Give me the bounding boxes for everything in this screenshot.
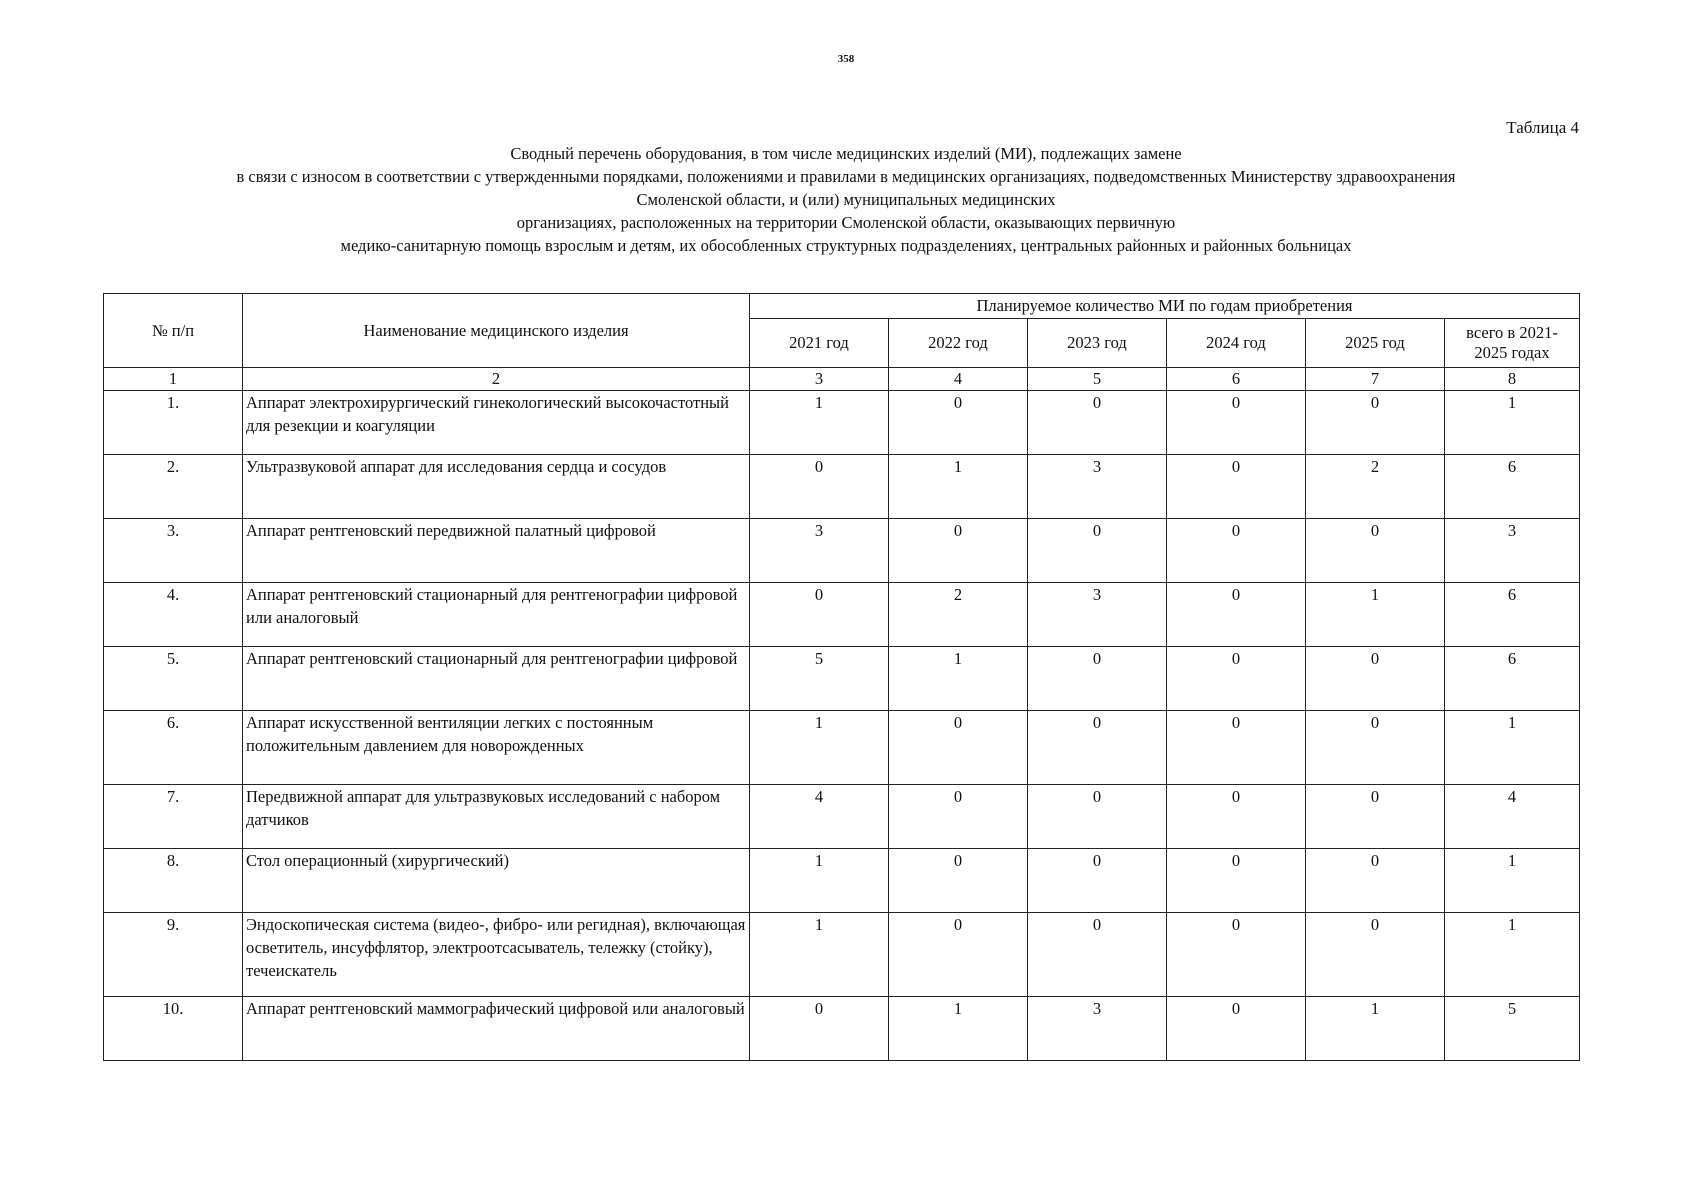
column-number: 5	[1028, 368, 1167, 391]
value-2023: 3	[1028, 583, 1167, 647]
value-2023: 0	[1028, 913, 1167, 997]
header-year-2022: 2022 год	[889, 319, 1028, 368]
item-name: Аппарат рентгеновский маммографический цифровой или аналоговый	[243, 997, 750, 1061]
value-2022: 2	[889, 583, 1028, 647]
table-row	[104, 711, 1580, 785]
header-item-name: Наименование медицинского изделия	[243, 294, 750, 368]
row-number: 4.	[104, 583, 243, 647]
value-2021: 1	[750, 711, 889, 785]
header-total-line: всего в 2021-	[1466, 323, 1558, 342]
value-total: 6	[1445, 647, 1580, 711]
value-2025: 2	[1306, 455, 1445, 519]
title-line: Сводный перечень оборудования, в том числе медицинских изделий (МИ), подлежащих замене	[510, 144, 1182, 163]
value-total: 1	[1445, 913, 1580, 997]
value-2022: 1	[889, 647, 1028, 711]
value-2023: 3	[1028, 997, 1167, 1061]
value-2023: 3	[1028, 455, 1167, 519]
value-2021: 0	[750, 455, 889, 519]
value-2024: 0	[1167, 849, 1306, 913]
value-2022: 0	[889, 391, 1028, 455]
table-row	[104, 785, 1580, 849]
column-number: 2	[243, 368, 750, 391]
value-total: 1	[1445, 391, 1580, 455]
table-row	[104, 391, 1580, 455]
value-2021: 3	[750, 519, 889, 583]
value-2025: 0	[1306, 647, 1445, 711]
value-2023: 0	[1028, 391, 1167, 455]
item-name: Аппарат искусственной вентиляции легких с постоянным положительным давлением для новорожденных	[243, 711, 750, 785]
item-name: Аппарат электрохирургический гинекологический высокочастотный для резекции и коагуляции	[243, 391, 750, 455]
document-title	[0, 142, 1692, 257]
header-year-2021: 2021 год	[750, 319, 889, 368]
header-year-2024: 2024 год	[1167, 319, 1306, 368]
value-2024: 0	[1167, 391, 1306, 455]
value-total: 5	[1445, 997, 1580, 1061]
header-total-line: 2025 годах	[1474, 343, 1550, 362]
value-2025: 1	[1306, 997, 1445, 1061]
item-name: Стол операционный (хирургический)	[243, 849, 750, 913]
header-year-2025: 2025 год	[1306, 319, 1445, 368]
row-number: 5.	[104, 647, 243, 711]
value-2021: 4	[750, 785, 889, 849]
page-number: 358	[837, 53, 855, 65]
value-2022: 1	[889, 997, 1028, 1061]
value-2023: 0	[1028, 519, 1167, 583]
equipment-table	[103, 293, 1580, 1061]
value-2024: 0	[1167, 519, 1306, 583]
value-2025: 0	[1306, 519, 1445, 583]
value-2024: 0	[1167, 785, 1306, 849]
title-line: Смоленской области, и (или) муниципальных медицинских	[636, 190, 1056, 209]
item-name: Аппарат рентгеновский передвижной палатный цифровой	[243, 519, 750, 583]
title-line: медико-санитарную помощь взрослым и детям, их обособленных структурных подразделениях, центральных районных и районных больницах	[340, 236, 1352, 255]
column-numbers-row	[104, 368, 1580, 391]
value-total: 4	[1445, 785, 1580, 849]
value-2025: 0	[1306, 711, 1445, 785]
table-row	[104, 849, 1580, 913]
value-2021: 0	[750, 997, 889, 1061]
value-total: 3	[1445, 519, 1580, 583]
row-number: 9.	[104, 913, 243, 997]
row-number: 8.	[104, 849, 243, 913]
header-number: № п/п	[104, 294, 243, 368]
table-row	[104, 647, 1580, 711]
value-2021: 1	[750, 391, 889, 455]
value-2025: 0	[1306, 913, 1445, 997]
value-2022: 0	[889, 519, 1028, 583]
table-row	[104, 997, 1580, 1061]
item-name: Аппарат рентгеновский стационарный для рентгенографии цифровой	[243, 647, 750, 711]
column-number: 6	[1167, 368, 1306, 391]
row-number: 6.	[104, 711, 243, 785]
value-total: 1	[1445, 849, 1580, 913]
value-2024: 0	[1167, 583, 1306, 647]
table-row	[104, 913, 1580, 997]
table-row	[104, 519, 1580, 583]
value-2023: 0	[1028, 785, 1167, 849]
value-total: 6	[1445, 455, 1580, 519]
header-year-2023: 2023 год	[1028, 319, 1167, 368]
header-total	[1445, 319, 1580, 368]
value-2024: 0	[1167, 711, 1306, 785]
value-2021: 0	[750, 583, 889, 647]
value-total: 1	[1445, 711, 1580, 785]
title-line: организациях, расположенных на территории Смоленской области, оказывающих первичную	[516, 213, 1176, 232]
value-2023: 0	[1028, 647, 1167, 711]
table-row	[104, 583, 1580, 647]
value-2024: 0	[1167, 997, 1306, 1061]
value-2025: 0	[1306, 391, 1445, 455]
row-number: 3.	[104, 519, 243, 583]
value-2021: 1	[750, 913, 889, 997]
column-number: 4	[889, 368, 1028, 391]
value-2022: 0	[889, 913, 1028, 997]
row-number: 10.	[104, 997, 243, 1061]
table-label: Таблица 4	[1506, 118, 1579, 137]
column-number: 8	[1445, 368, 1580, 391]
column-number: 1	[104, 368, 243, 391]
value-2023: 0	[1028, 711, 1167, 785]
item-name: Эндоскопическая система (видео-, фибро- или регидная), включающая осветитель, инсуффлятор, электроотсасыватель, тележку (стойку), течеискатель	[243, 913, 750, 997]
value-2025: 0	[1306, 785, 1445, 849]
value-2022: 0	[889, 849, 1028, 913]
value-2025: 0	[1306, 849, 1445, 913]
value-2024: 0	[1167, 647, 1306, 711]
title-line: в связи с износом в соответствии с утвержденными порядками, положениями и правилами в медицинских организациях, подведомственных Министерству здравоохранения	[236, 167, 1456, 186]
row-number: 1.	[104, 391, 243, 455]
column-number: 3	[750, 368, 889, 391]
item-name: Аппарат рентгеновский стационарный для рентгенографии цифровой или аналоговый	[243, 583, 750, 647]
column-number: 7	[1306, 368, 1445, 391]
header-planned-quantity: Планируемое количество МИ по годам приобретения	[750, 294, 1580, 319]
value-2022: 0	[889, 785, 1028, 849]
value-2022: 1	[889, 455, 1028, 519]
item-name: Передвижной аппарат для ультразвуковых исследований с набором датчиков	[243, 785, 750, 849]
value-2021: 5	[750, 647, 889, 711]
table-row	[104, 455, 1580, 519]
value-2024: 0	[1167, 913, 1306, 997]
value-2023: 0	[1028, 849, 1167, 913]
row-number: 2.	[104, 455, 243, 519]
value-2021: 1	[750, 849, 889, 913]
value-total: 6	[1445, 583, 1580, 647]
value-2022: 0	[889, 711, 1028, 785]
value-2024: 0	[1167, 455, 1306, 519]
value-2025: 1	[1306, 583, 1445, 647]
row-number: 7.	[104, 785, 243, 849]
item-name: Ультразвуковой аппарат для исследования сердца и сосудов	[243, 455, 750, 519]
